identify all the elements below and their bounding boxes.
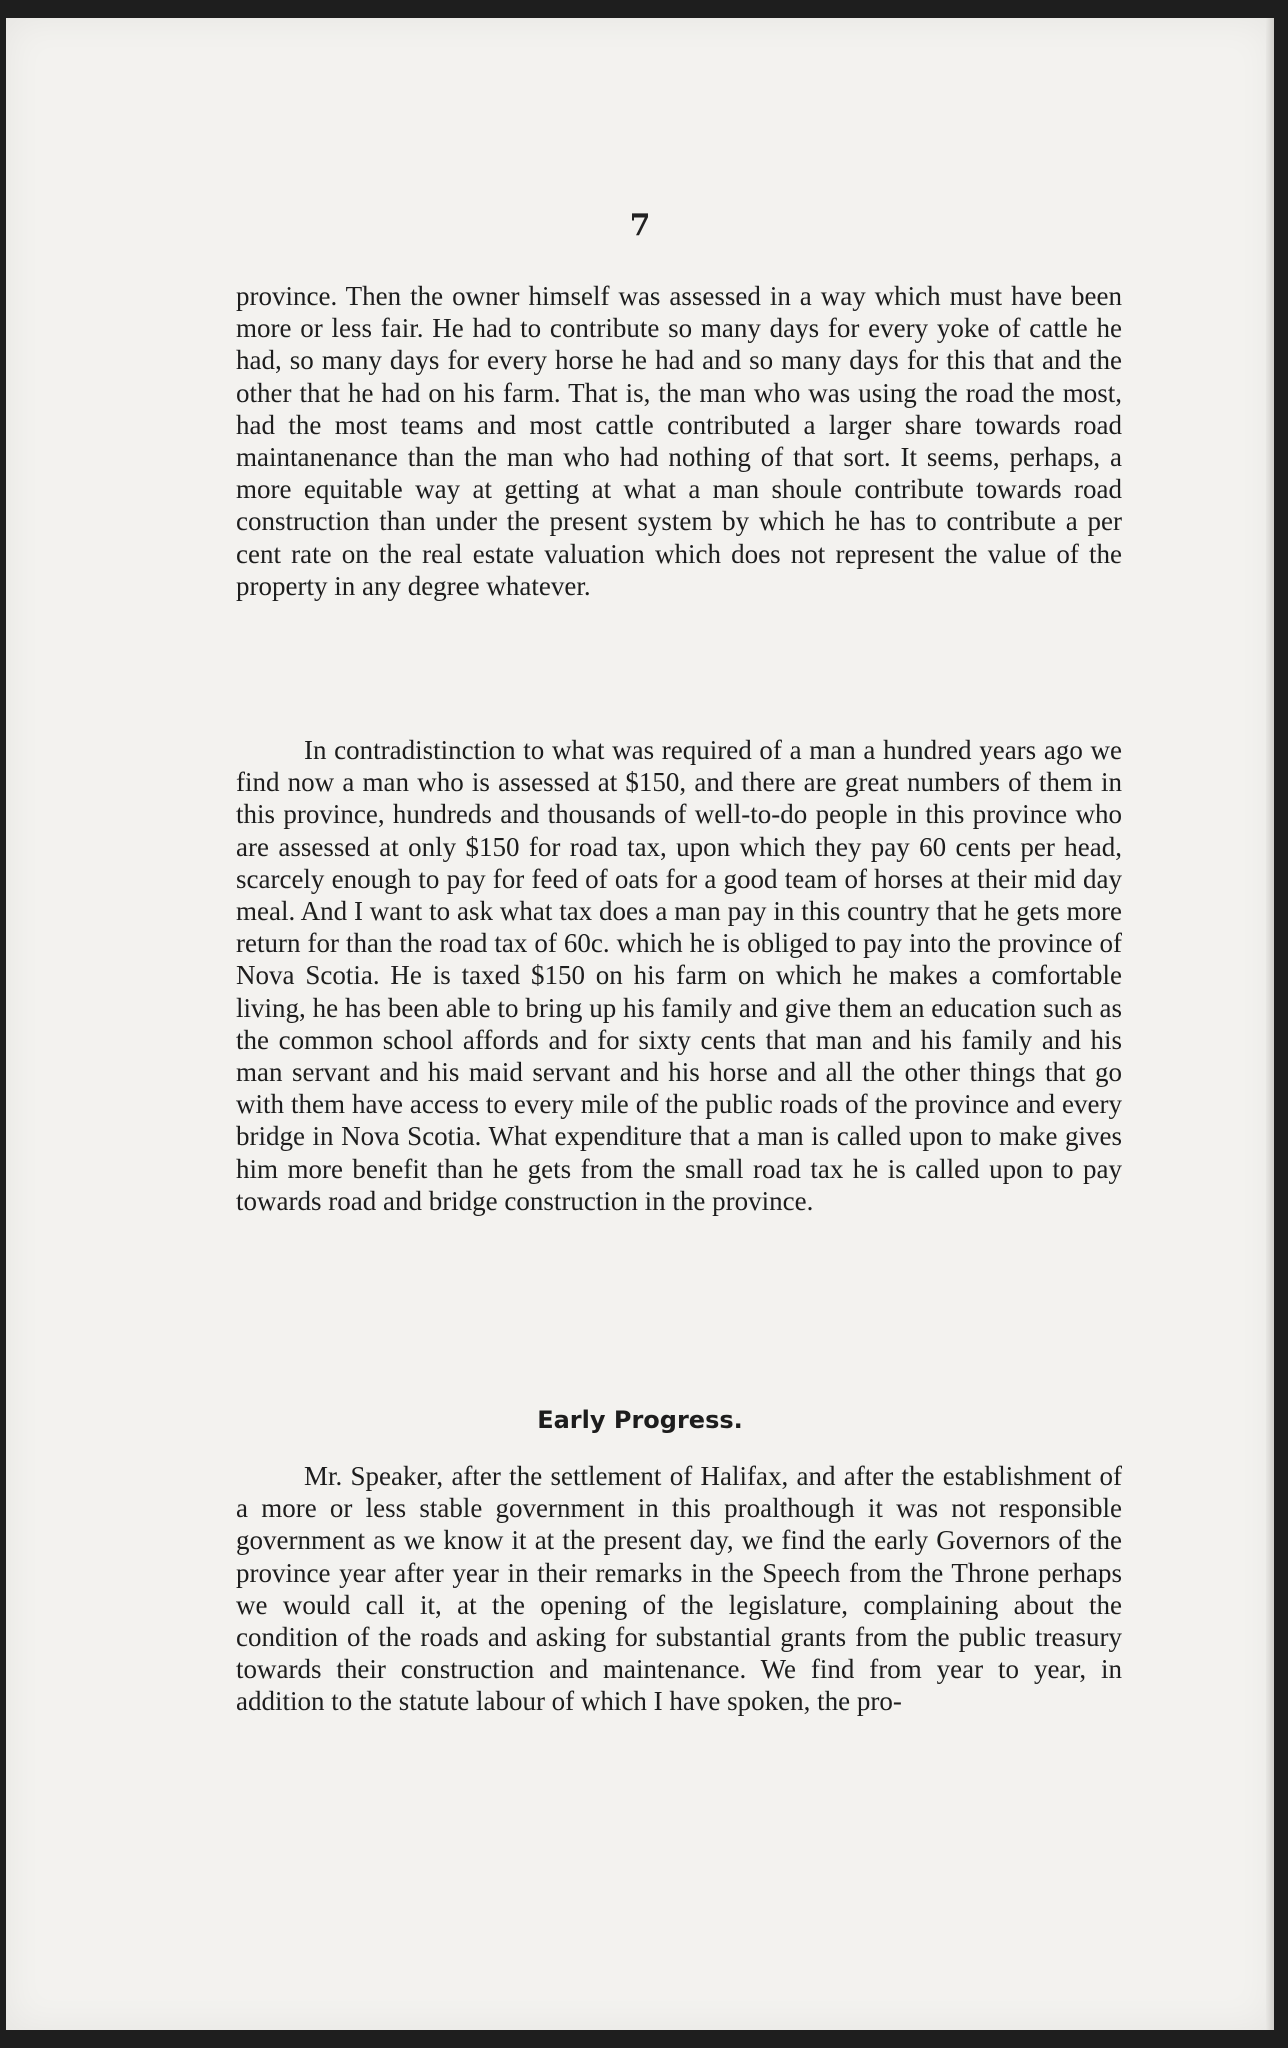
paragraph-3: Mr. Speaker, after the settlement of Halifax, and after the establishment of a more or less stable government in this proalthough it was not responsible government as we know it at the present day, we find the early Governors of the province year after year in their remarks in the Speech from the Throne perhaps we would call it, at the opening of the legislature, complaining about the condition of the roads and asking for substantial grants from the public treasury towards their construction and maintenance. We find from year to year, in addition to the statute labour of which I have spoken, the pro- xyxy=(236,1461,1122,1717)
paragraph-1: province. Then the owner himself was assessed in a way which must have been more or less fair. He had to contribute so many days for every yoke of cattle he had, so many days for every horse he had and so many days for this that and the other that he had on his farm. That is, the man who was using the road the most, had the most teams and most cattle contributed a larger share towards road maintanenance than the man who had nothing of that sort. It seems, perhaps, a more equitable way at getting at what a man shoule contribute towards road construction than under the present system by which he has to contribute a per cent rate on the real estate valuation which does not represent the value of the property in any degree whatever. xyxy=(236,281,1122,601)
page-edge-shadow xyxy=(1266,18,1274,2030)
page-number: 7 xyxy=(629,208,651,243)
document-page xyxy=(6,18,1274,2030)
section-heading: Early Progress. xyxy=(537,1406,743,1434)
paragraph-2: In contradistinction to what was required of a man a hundred years ago we find now a man who is assessed at $150, and there are great numbers of them in this province, hundreds and thousands of well-to-do people in this province who are assessed at only $150 for road tax, upon which they pay 60 cents per head, scarcely enough to pay for feed of oats for a good team of horses at their mid day meal. And I want to ask what tax does a man pay in this country that he gets more return for than the road tax of 60c. which he is obliged to pay into the province of Nova Scotia. He is taxed $150 on his farm on which he makes a comfortable living, he has been able to bring up his family and give them an education such as the common school affords and for sixty cents that man and his family and his man servant and his maid servant and his horse and all the other things that go with them have access to every mile of the public roads of the province and every bridge in Nova Scotia. What expenditure that a man is called upon to make gives him more benefit than he gets from the small road tax he is called upon to pay towards road and bridge construction in the province. xyxy=(236,735,1122,1216)
